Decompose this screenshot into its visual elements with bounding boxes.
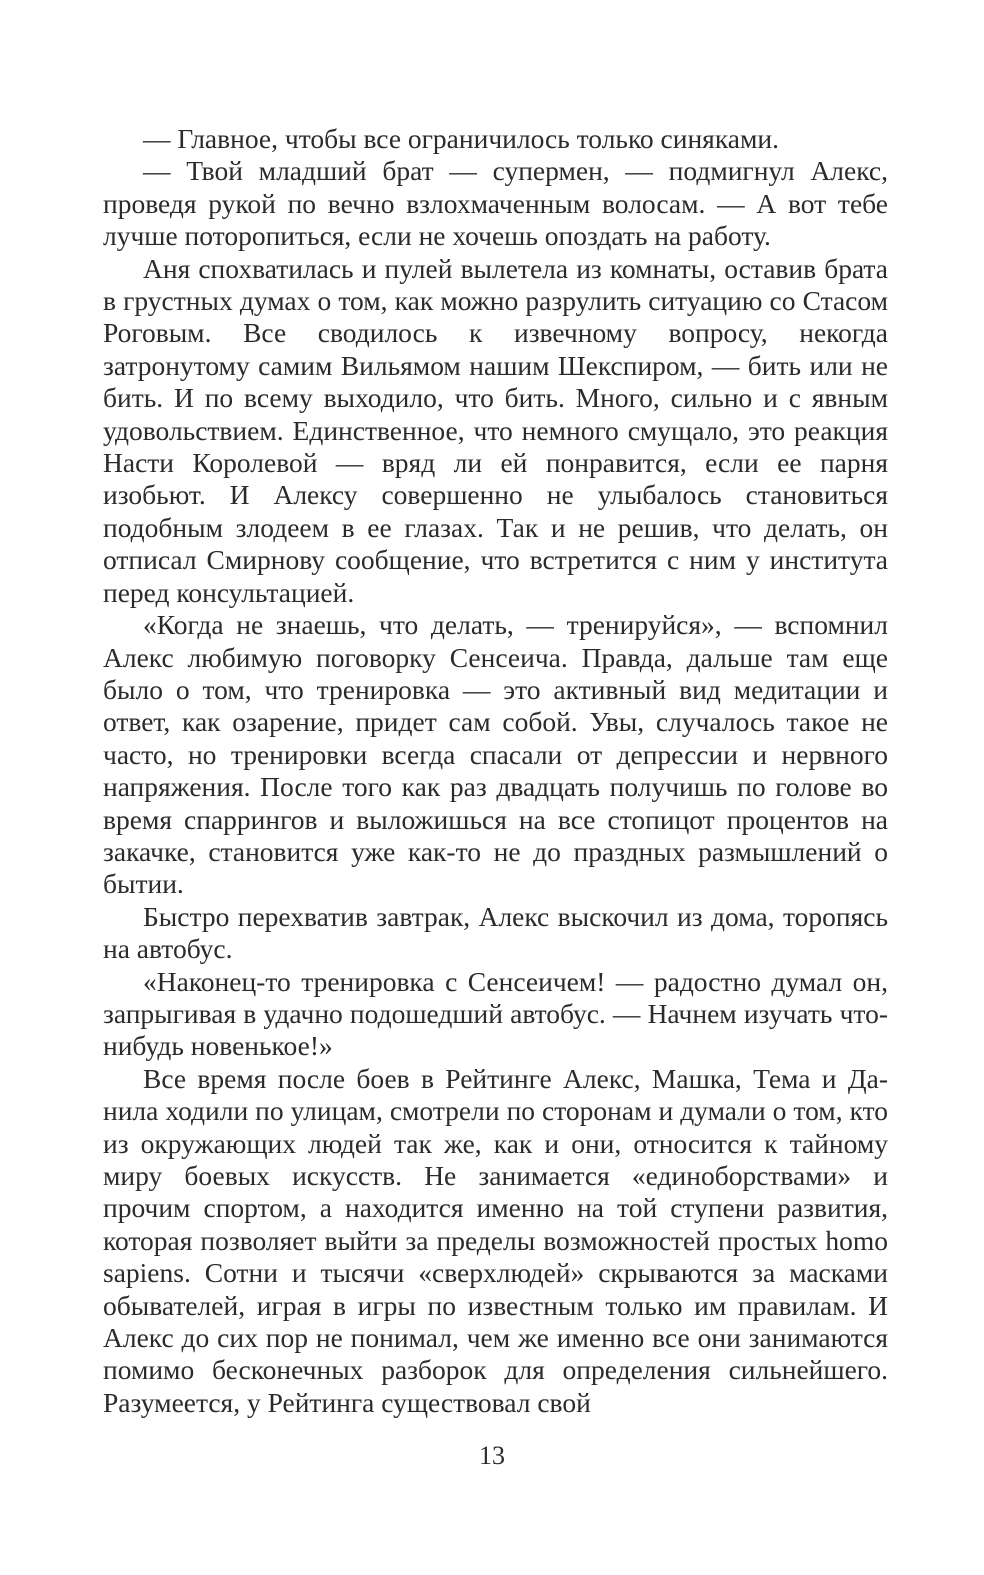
paragraph-3: Аня спохватилась и пулей вылетела из комнаты, оставив брата в грустных думах о том, как можно разрулить ситуацию со Стасом Роговым. Все сводилось к извечному вопросу, некогда затронутому самим Вильямом нашим Шекспиром, — бить или не бить. И по всему выходило, что бить. Много, сильно и с явным удовольствием. Единственное, что немного смущало, это реакция Насти Королевой — вряд ли ей понравится, если ее парня изобьют. И Алексу совершенно не улыбалось становиться подобным злодеем в ее глазах. Так и не решив, что делать, он отписал Смирнову сообщение, что встретится с ним у института перед консультацией.: [103, 252, 888, 608]
paragraph-1: — Главное, чтобы все ограничилось только синяками.: [143, 123, 779, 154]
paragraph-5: Быстро перехватив завтрак, Алекс выскочил из дома, торопясь на автобус.: [103, 900, 888, 965]
book-page: [103, 123, 888, 1419]
paragraph-4: «Когда не знаешь, что делать, — тренируйся», — вспомнил Алекс любимую поговорку Сенсеича. Правда, дальше там еще было о том, что тренировка — это активный вид медитации и ответ, как озарение, придет сам собой. Увы, случалось такое не часто, но тренировки всегда спасали от депрессии и нервного напряжения. После того как раз двадцать получишь по голове во время спаррингов и выложишься на все стопицот процентов на закачке, становится уже как-то не до праздных размышлений о бытии.: [103, 609, 888, 900]
page-number: 13: [479, 1441, 505, 1470]
paragraph-2: — Твой младший брат — супермен, — подмигнул Алекс, проведя рукой по вечно взлохмаченным волосам. — А вот тебе лучше поторопиться, если не хочешь опоздать на работу.: [103, 155, 888, 252]
paragraph-6: «Наконец-то тренировка с Сенсеичем! — радостно думал он, запрыгивая в удачно подошедший автобус. — Начнем изучать что-нибудь новенькое!»: [103, 965, 888, 1062]
paragraph-7: Все время после боев в Рейтинге Алекс, Машка, Тема и Данила ходили по улицам, смотрели по сторонам и думали о том, кто из окружающих людей так же, как и они, относится к тайному миру боевых искусств. Не занимается «единоборствами» и прочим спортом, а находится именно на той ступени развития, которая позволяет выйти за пределы возможностей простых homo sapiens. Сотни и тысячи «сверхлюдей» скрываются за масками обывателей, играя в игры по известным только им правилам. И Алекс до сих пор не понимал, чем же именно все они занимаются помимо бесконечных разборок для определения сильнейшего. Разумеется, у Рейтинга существовал свой: [103, 1062, 888, 1418]
